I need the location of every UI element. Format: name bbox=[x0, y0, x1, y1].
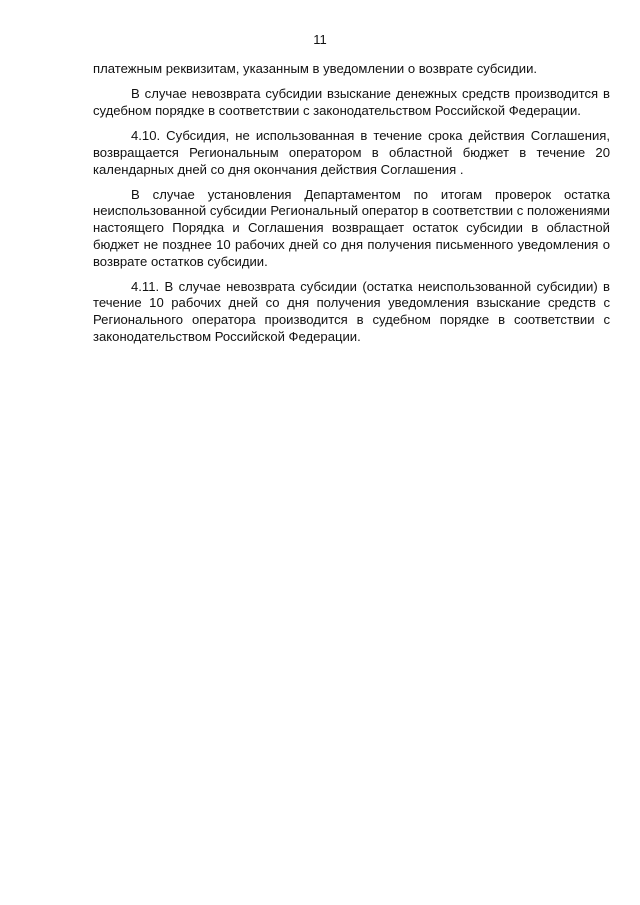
page-number: 11 bbox=[313, 32, 327, 47]
document-body bbox=[93, 61, 610, 354]
paragraph-nonreturn-recovery: В случае невозврата субсидии взыскание денежных средств производится в судебном порядке в соответствии с законодательством Российской Федерации. bbox=[93, 86, 610, 118]
paragraph-4-10: 4.10. Субсидия, не использованная в течение срока действия Соглашения, возвращается Региональным оператором в областной бюджет в течение 20 календарных дней со дня окончания действия Соглашения . bbox=[93, 128, 610, 177]
paragraph-4-11: 4.11. В случае невозврата субсидии (остатка неиспользованной субсидии) в течение 10 рабочих дней со дня получения уведомления взыскание средств с Регионального оператора производится в судебном порядке в соответствии с законодательством Российской Федерации. bbox=[93, 278, 610, 344]
paragraph-continuation: платежным реквизитам, указанным в уведомлении о возврате субсидии. bbox=[93, 61, 538, 76]
paragraph-unused-balance: В случае установления Департаментом по итогам проверок остатка неиспользованной субсидии Региональный оператор в соответствии с положениями настоящего Порядка и Соглашения возвращает остаток субсидии в областной бюджет не позднее 10 рабочих дней со дня получения письменного уведомления о возврате остатков субсидии. bbox=[93, 186, 610, 269]
